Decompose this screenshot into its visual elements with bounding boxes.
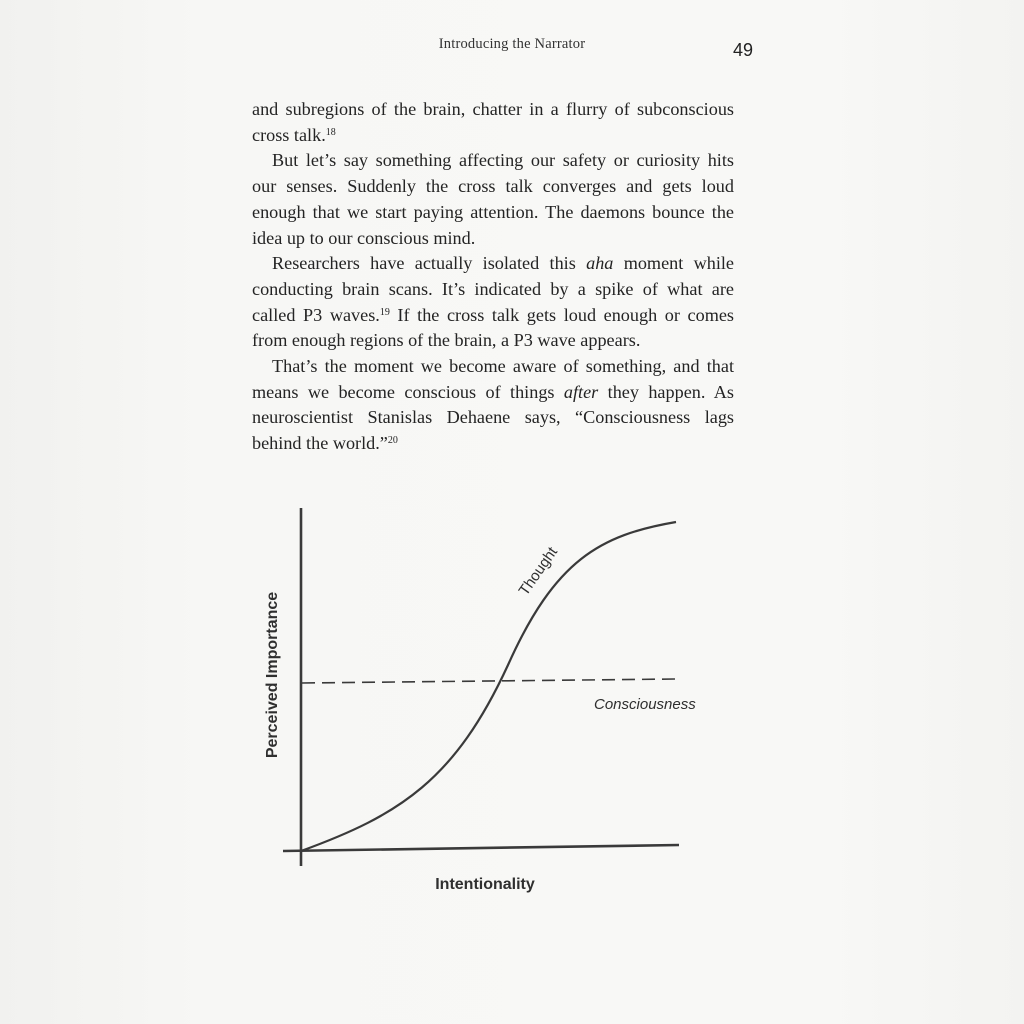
paragraph-4-emphasis: after [563, 381, 599, 402]
x-axis-line [283, 845, 679, 851]
paragraph-3-text-middle: moment while conducting brain scans. It’s indicated by a spike of what are called P3 waves. [252, 253, 735, 325]
paragraph-3-text-start: Researchers have actually isolated this [272, 253, 587, 274]
footnote-ref-18[interactable]: 18 [325, 126, 336, 138]
paragraph-3-text-end: If the cross talk gets loud enough or comes from enough regions of the brain, a P3 wave appears. [252, 304, 734, 351]
footnote-ref-20[interactable]: 20 [387, 435, 398, 447]
footnote-ref-19[interactable]: 19 [379, 306, 390, 318]
paragraph-4-text-end: they happen. As neuroscientist Stanislas Dehaene says, “Consciousness lags behind the world.” [252, 381, 734, 454]
thought-curve-label: Thought [515, 543, 562, 599]
paragraph-2-text: But let’s say something affecting our safety or curiosity hits our senses. Suddenly the cross talk converges and gets loud enough that we start paying attention. The daemons bounce the idea up to our conscious mind. [252, 150, 734, 248]
consciousness-threshold-line [302, 679, 676, 683]
paragraph-1-text: and subregions of the brain, chatter in a flurry of subconscious cross talk. [252, 99, 734, 145]
consciousness-label: Consciousness [594, 696, 696, 713]
x-axis-label: Intentionality [435, 876, 535, 893]
paragraph-4-text-start: That’s the moment we become aware of something, and that means we become conscious of things [252, 356, 734, 402]
running-head-title: Introducing the Narrator [438, 36, 586, 52]
y-axis-label: Perceived Importance [264, 591, 281, 759]
thought-curve [301, 522, 676, 851]
paragraph-3-emphasis: aha [586, 253, 614, 274]
page-number: 49 [733, 40, 754, 60]
